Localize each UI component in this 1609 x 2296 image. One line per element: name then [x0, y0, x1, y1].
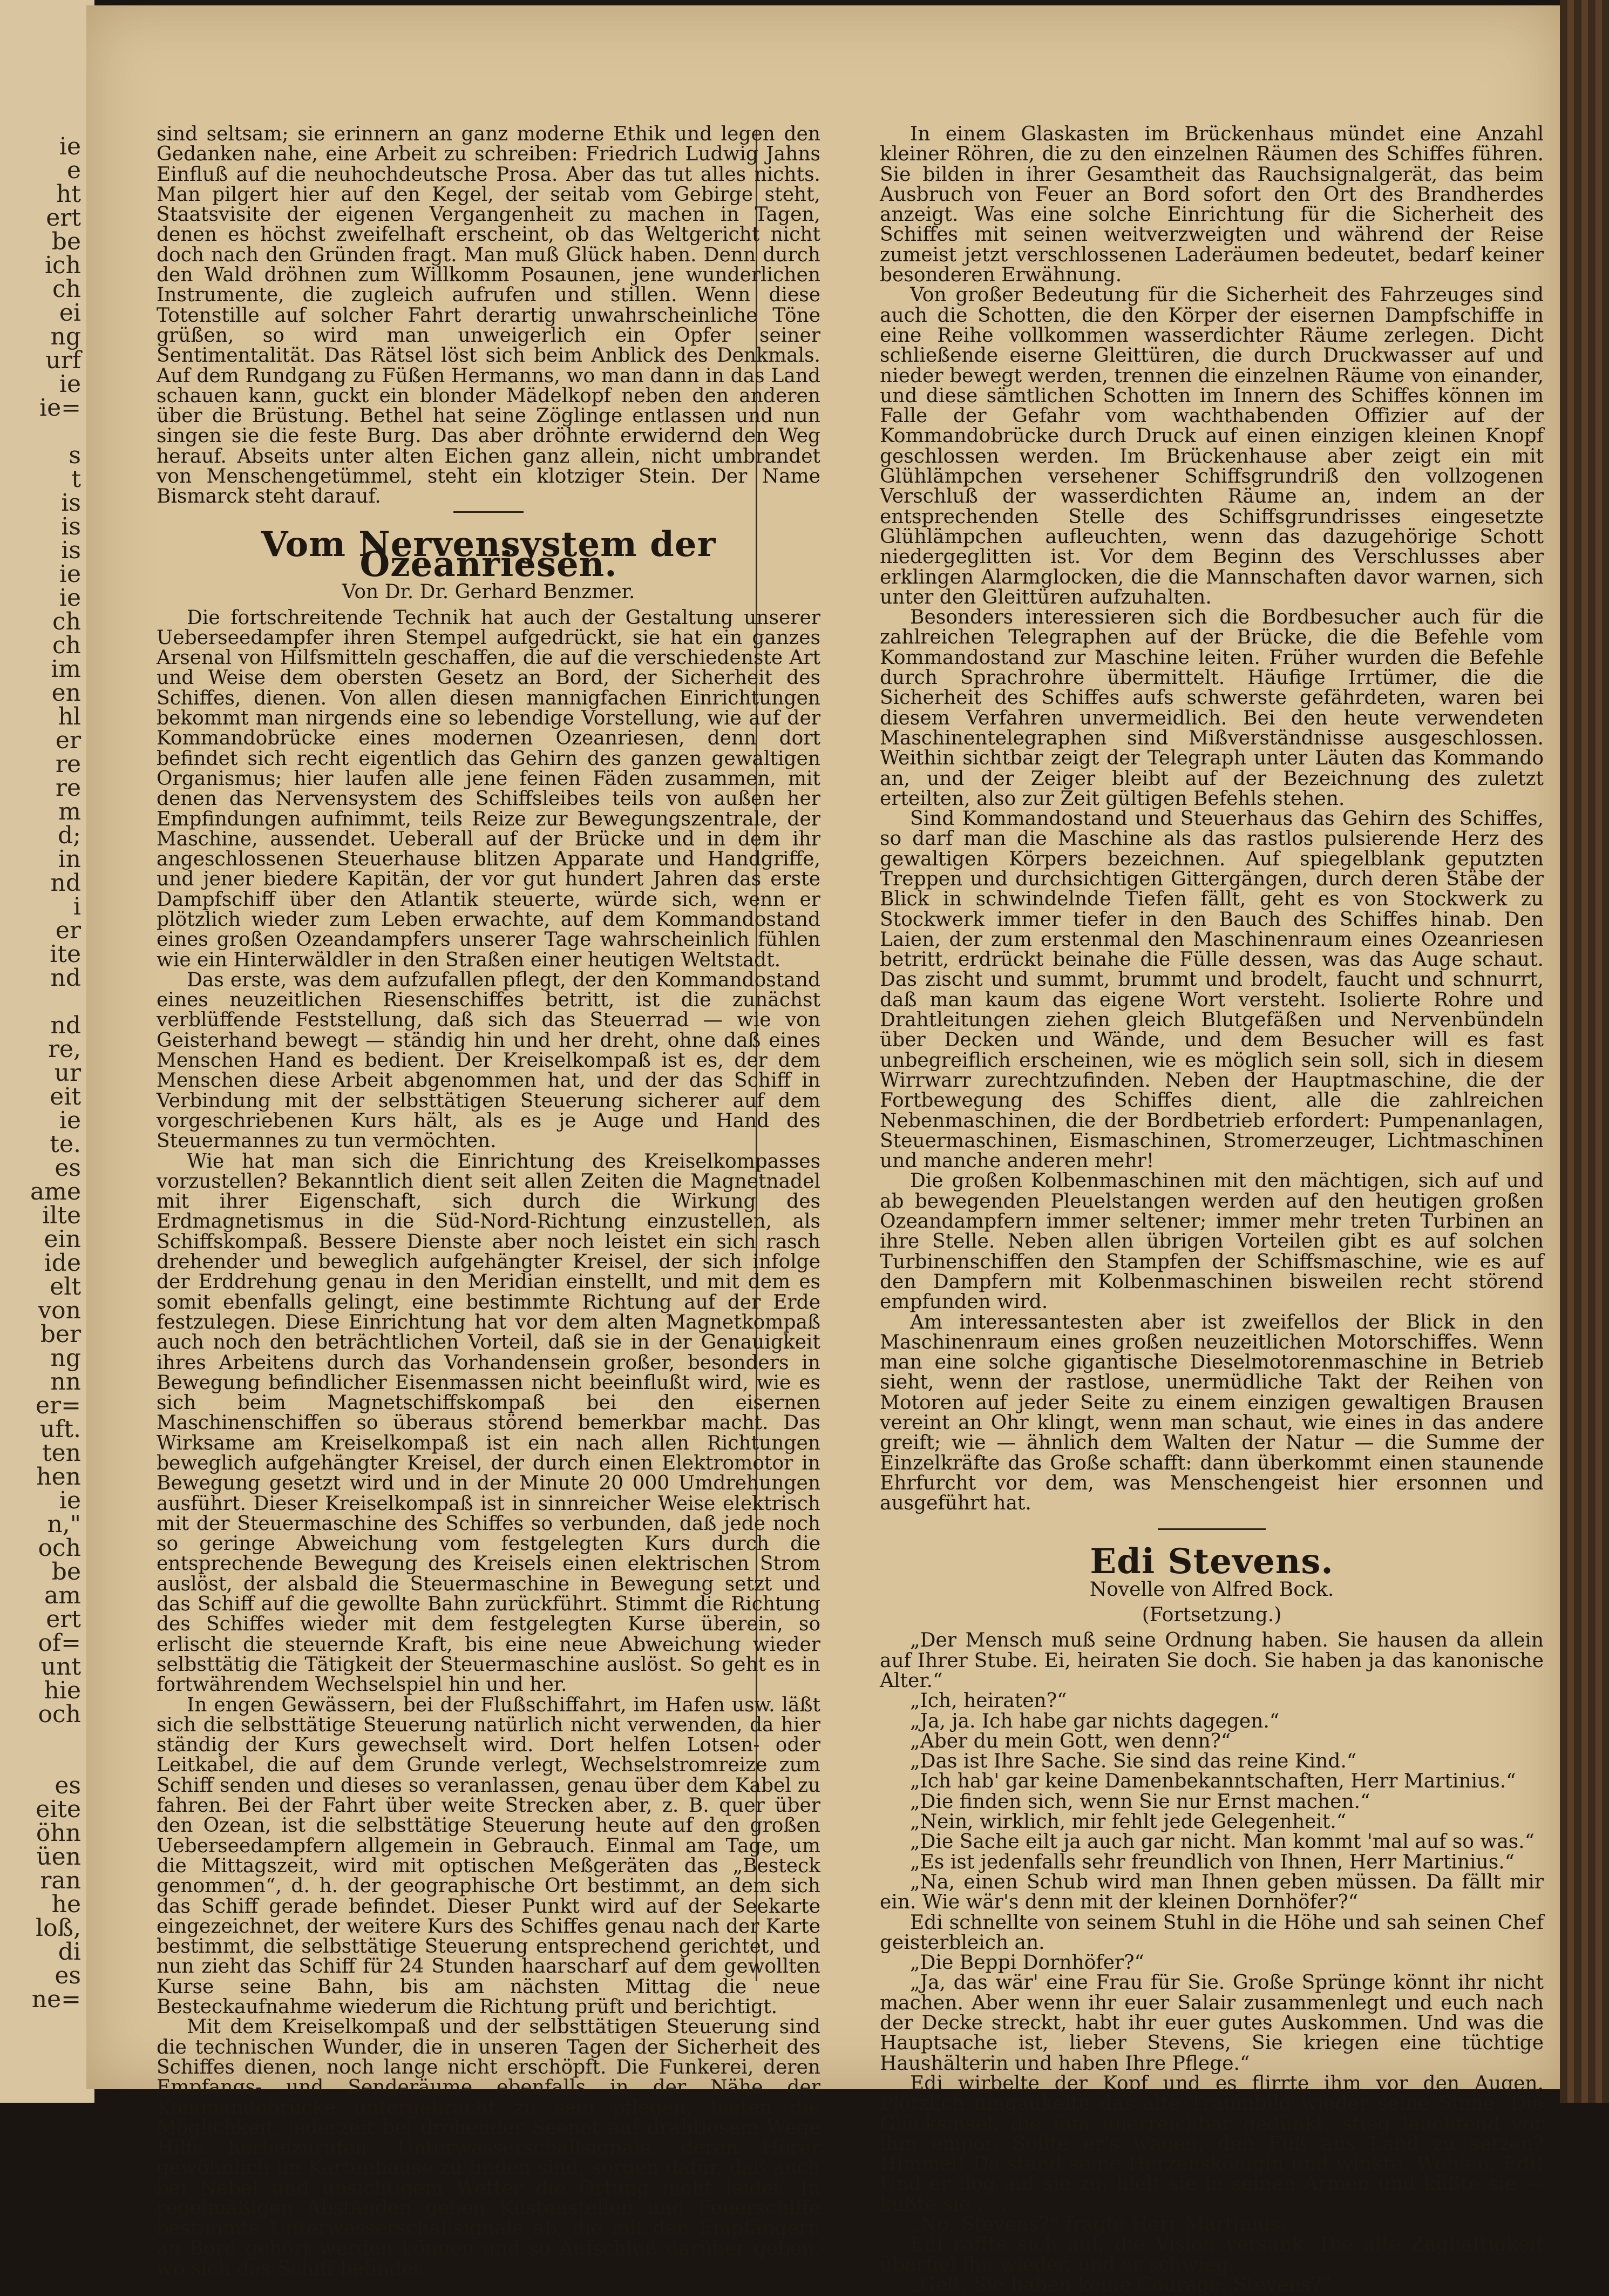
- margin-fragment: üen: [36, 1843, 81, 1871]
- margin-fragment: i: [73, 893, 81, 920]
- article-paragraph: Mit dem Kreiselkompaß und der selbsttätigen Steuerung sind die technischen Wunder, die in unseren Tagen der Sicherheit des Schiffes dienen, noch lange nicht erschöpft. Die Funkerei, deren Empfangs- und Senderäume ebenfalls in der Nähe der Kommandobrücke untergebracht zu sein pflegen, bieten die Möglichkeit, jederzeit bei drohender Seenot auf drahtlosem Wege Hilfe herbeizurufen. Unterwasserschallsignale, deren Hörer gewöhnlich im Kartenhause zu finden sind, sorgen dafür, daß auch bei Nebel und unsichtigem Wetter die Ortung nicht leidet. In regelmäßigen Abständen geben Küstenstellen und Feuerschiffe bestimmte Unterwasserschallsignale ab, die mit den Empfängern an Bord gehört werden können und so Aufschluß darüber geben, wo sich das Schiff befindet.: [157, 2016, 820, 2280]
- margin-fragment: of=: [38, 1629, 81, 1657]
- novella-headline: Edi Stevens.: [1090, 1541, 1334, 1582]
- facing-page-text-fragments: [0, 135, 86, 2024]
- margin-fragment: ame: [30, 1178, 81, 1205]
- novella-paragraph: „Die Beppi Dornhöfer?“: [910, 1952, 1144, 1974]
- margin-fragment: er=: [36, 1392, 81, 1419]
- margin-fragment: en: [51, 679, 81, 707]
- margin-fragment: is: [61, 513, 81, 540]
- margin-fragment: he: [51, 1891, 81, 1918]
- article-paragraph: In einem Glaskasten im Brückenhaus mündet eine Anzahl kleiner Röhren, die zu den einzelnen Räumen des Schiffes führen. Sie bilden in ihrer Gesamtheit das Rauchsignalgerät, das beim Ausbruch von Feuer an Bord sofort den Ort des Brandherdes anzeigt. Was eine solche Einrichtung für die Sicherheit des Schiffes mit seinen weitverzweigten und während der Reise zumeist jetzt verschlossenen Laderäumen bedeutet, bedarf keiner besonderen Erwähnung.: [880, 123, 1544, 287]
- margin-fragment: ur: [54, 1059, 81, 1087]
- margin-fragment: [0, 990, 86, 1014]
- margin-fragment: [0, 1726, 86, 1750]
- margin-fragment: ng: [50, 323, 81, 350]
- margin-fragment: re: [55, 750, 81, 778]
- margin-fragment: es: [55, 1962, 81, 1989]
- margin-fragment: m: [58, 798, 81, 825]
- margin-fragment: nd: [50, 869, 81, 897]
- margin-fragment: es: [55, 1154, 81, 1182]
- margin-fragment: eite: [36, 1796, 81, 1823]
- novella-paragraph: Edi schnellte von seinem Stuhl in die Höhe und sah seinen Chef geisterbleich an.: [880, 1911, 1544, 1954]
- book-binding-edge: [1560, 0, 1609, 2103]
- margin-fragment: am: [44, 1582, 81, 1609]
- margin-fragment: re: [55, 774, 81, 802]
- margin-fragment: ert: [46, 204, 81, 232]
- margin-fragment: ie: [59, 1107, 81, 1134]
- article-paragraph: Am interessantesten aber ist zweifellos der Blick in den Maschinenraum eines großen neuzeitlichen Motorschiffes. Wenn man eine solche gigantische Dieselmotorenmaschine in Betrieb sieht, wenn der rastlose, unermüdliche Takt der Reihen von Motoren auf jeder Seite zu einem einzigen gewaltigen Brausen vereint an Ohr klingt, wenn man schaut, wie eines in das andere greift; wie — ähnlich dem Walten der Natur — die Summe der Einzelkräfte das Große schafft: dann überkommt einen staunende Ehrfurcht vor dem, was Menschengeist hier ersonnen und ausgeführt hat.: [880, 1311, 1544, 1515]
- margin-fragment: er: [55, 727, 81, 754]
- novella-paragraph: „Ja, das wär' eine Frau für Sie. Große Sprünge könnt ihr nicht machen. Aber wenn ihr euer Salair zusammenlegt und euch nach der Decke streckt, habt ihr euer gutes Auskommen. Und was die Hauptsache ist, lieber Stevens, Sie kriegen eine tüchtige Haushälterin und haben Ihre Pflege.“: [880, 1972, 1544, 2075]
- article-paragraph: Die großen Kolbenmaschinen mit den mächtigen, sich auf und ab bewegenden Pleuelstangen werden auf den heutigen großen Ozeandampfern immer seltener; immer mehr treten Turbinen an ihre Stelle. Neben allen übrigen Vorteilen gibt es auf solchen Turbinenschiffen den Stampfen der Schiffsmaschine, wie es auf den Dampfern mit Kolbenmaschinen bisweilen recht störend empfunden wird.: [880, 1170, 1544, 1313]
- novella-body: [880, 1630, 1544, 2295]
- margin-fragment: t: [71, 465, 81, 493]
- margin-fragment: ch: [52, 275, 81, 303]
- margin-fragment: von: [38, 1297, 81, 1324]
- article-paragraph: Besonders interessieren sich die Bordbesucher auch für die zahlreichen Telegraphen auf der Brücke, die die Befehle vom Kommandostand zur Maschine leiten. Früher wurden die Befehle durch Sprachrohre übermittelt. Häufige Irrtümer, die die Sicherheit des Schiffes aufs schwerste gefährdeten, waren bei diesem Verfahren unvermeidlich. Bei den heute verwendeten Maschinentelegraphen sind Mißverständnisse ausgeschlossen. Weithin sichtbar zeigt der Telegraph unter Läuten das Kommando an, und der Zeiger bleibt auf der Bezeichnung des zuletzt erteilten, also zur Zeit gültigen Befehls stehen.: [880, 606, 1544, 810]
- margin-fragment: e: [66, 157, 81, 184]
- margin-fragment: er: [55, 917, 81, 944]
- margin-fragment: ein: [44, 1225, 81, 1253]
- novella-paragraph: Edi wirbelte der Kopf und es flirrte ihm vor den Augen. Plötzlich umgaukelte das alte Traumbild wieder seine Sinne. Die Glücksinsel, die ihm unerreichbar gedünkt, stieg leuchtend vor ihm empor. Sollte er's wagen, den Fuß ans Land zu setzen? Himmel! Da stand seine Herzenskönigin und winkte. Wohlan, Edi! Und er flog auf sie zu, hielt sie in seinen Armen und küßte sie — küßte sie . . .: [880, 2072, 1544, 2216]
- margin-fragment: ilte: [42, 1202, 81, 1229]
- margin-fragment: hen: [36, 1463, 81, 1491]
- novella-paragraph: „No, Stevens?“ fragte Herr Martinius.: [910, 2213, 1287, 2236]
- margin-fragment: loß,: [36, 1914, 81, 1942]
- margin-fragment: uft.: [39, 1415, 81, 1443]
- margin-fragment: is: [61, 489, 81, 517]
- novella-paragraph: „Na, einen Schub wird man Ihnen geben müssen. Da fällt mir ein. Wie wär's denn mit der kleinen Dornhöfer?“: [880, 1871, 1544, 1914]
- margin-fragment: ie: [59, 135, 81, 160]
- margin-fragment: ie: [59, 1487, 81, 1514]
- margin-fragment: [0, 420, 86, 444]
- article-paragraph: Das erste, was dem aufzufallen pflegt, der den Kommandostand eines neuzeitlichen Riesenschiffes betritt, ist die zunächst verblüffende Feststellung, daß sich das Steuerrad — wie von Geisterhand bewegt — ständig hin und her dreht, ohne daß eines Menschen Hand es bedient. Der Kreiselkompaß ist es, der dem Menschen diese Arbeit abgenommen hat, und der das Schiff in Verbindung mit der selbsttätigen Steuerung sicherer auf dem vorgeschriebenen Kurs hält, als es je Auge und Hand des Steuermannes zu tun vermöchten.: [157, 968, 820, 1153]
- novella-byline: Novelle von Alfred Bock.: [1089, 1578, 1334, 1601]
- margin-fragment: ch: [52, 608, 81, 635]
- novella-paragraph: „Aber du mein Gott, wen denn?“: [910, 1730, 1231, 1752]
- novella-paragraph: „Gelt, Sie haben keine Courage, Stevens?“: [910, 2273, 1332, 2296]
- margin-fragment: elt: [50, 1273, 81, 1301]
- margin-fragment: ie: [59, 584, 81, 612]
- margin-fragment: te.: [50, 1130, 81, 1158]
- margin-fragment: ber: [40, 1320, 81, 1348]
- margin-fragment: nd: [50, 964, 81, 992]
- margin-fragment: be: [51, 1558, 81, 1586]
- margin-fragment: ide: [44, 1249, 81, 1277]
- right-column: [880, 124, 1544, 2295]
- margin-fragment: ich: [44, 252, 81, 279]
- margin-fragment: urf: [45, 347, 81, 374]
- margin-fragment: nd: [50, 1012, 81, 1039]
- article-paragraph: Von großer Bedeutung für die Sicherheit des Fahrzeuges sind auch die Schotten, die den Körper der eisernen Dampfschiffe in eine Reihe vollkommen wasserdichter Räume zerlegen. Dicht schließende eiserne Gleittüren, die durch Druckwasser auf und nieder bewegt werden, trennen die einzelnen Räume von einander, und diese sämtlichen Schotten im Innern des Schiffes können im Falle der Gefahr vom wachthabenden Offizier auf der Kommandobrücke durch Druck auf einen einzigen kleinen Knopf geschlossen werden. Im Brückenhause aber zeigt ein mit Glühlämpchen versehener Schiffsgrundriß den vollzogenen Verschluß der wasserdichten Räume an, indem an der entsprechenden Stelle des Schiffsgrundrisses eingesetzte Glühlämpchen aufleuchten, wenn das dazugehörige Schott niedergeglitten ist. Vor dem Beginn des Verschlusses aber erklingen Alarmglocken, die die Mannschaften davor warnen, sich unter den Gleittüren aufzuhalten.: [880, 284, 1544, 608]
- novella-paragraph: „Die Sache eilt ja auch gar nicht. Man kommt 'mal auf so was.“: [910, 1831, 1535, 1853]
- margin-fragment: ht: [56, 180, 81, 208]
- margin-fragment: hie: [44, 1677, 81, 1704]
- margin-fragment: is: [61, 537, 81, 564]
- margin-fragment: d;: [58, 822, 81, 849]
- margin-fragment: es: [55, 1772, 81, 1799]
- margin-fragment: eit: [50, 1083, 81, 1110]
- novella-paragraph: „Ich, heiraten?“: [910, 1690, 1067, 1712]
- margin-fragment: ne=: [31, 1986, 81, 2013]
- novella-paragraph: „Der Mensch muß seine Ordnung haben. Sie hausen da allein auf Ihrer Stube. Ei, heiraten Sie doch. Sie haben ja das kanonische Alter.“: [880, 1629, 1544, 1692]
- margin-fragment: ten: [42, 1439, 81, 1467]
- margin-fragment: ie: [59, 560, 81, 588]
- novella-paragraph: „Ich hab' gar keine Damenbekanntschaften, Herr Martinius.“: [910, 1770, 1516, 1793]
- article-byline: Von Dr. Dr. Gerhard Benzmer.: [342, 581, 635, 604]
- margin-fragment: be: [51, 228, 81, 255]
- novella-paragraph: „Das ist Ihre Sache. Sie sind das reine Kind.“: [910, 1750, 1357, 1773]
- margin-fragment: in: [58, 845, 81, 873]
- article-paragraph: Die fortschreitende Technik hat auch der Gestaltung unserer Ueberseedampfer ihren Stempel aufgedrückt, sie hat ein ganzes Arsenal von Hilfsmitteln geschaffen, die auf die verschiedenste Art und Weise dem obersten Gesetz an Bord, der Sicherheit des Schiffes, dienen. Von allen diesen mannigfachen Einrichtungen bekommt man nirgends eine so lebendige Vorstellung, wie auf der Kommandobrücke eines modernen Ozeanriesen, denn dort befindet sich recht eigentlich das Gehirn des ganzen gewaltigen Organismus; hier laufen alle jene feinen Fäden zusammen, mit denen das Nervensystem des Schiffsleibes teils von außen her Empfindungen aufnimmt, teils Reize zur Bewegungszentrale, der Maschine, aussendet. Ueberall auf der Brücke und in dem ihr angeschlossenen Steuerhause blitzen Apparate und Handgriffe, und jener biedere Kapitän, der vor gut hundert Jahren das erste Dampfschiff über den Atlantik steuerte, würde sich, wenn er plötzlich wieder zum Leben erwachte, auf dem Kommandostand eines großen Ozeandampfers unserer Tage wahrscheinlich fühlen wie ein Hinterwäldler in den Straßen einer heutigen Weltstadt.: [157, 606, 820, 971]
- margin-fragment: ie=: [39, 394, 81, 422]
- novella-paragraph: „Es ist jedenfalls sehr freundlich von Ihnen, Herr Martinius.“: [910, 1851, 1515, 1873]
- article-paragraph: In engen Gewässern, bei der Flußschiffahrt, im Hafen usw. läßt sich die selbsttätige Steuerung natürlich nicht verwenden, da hier ständig der Kurs gewechselt wird. Dort helfen Lotsen- oder Leitkabel, die auf dem Grunde verlegt, Wechselstromreize zum Schiff senden und dieses so veranlassen, genau über dem Kabel zu fahren. Bei der Fahrt über weite Strecken aber, z. B. quer über den Ozean, ist die selbsttätige Steuerung heute auf den großen Ueberseedampfern allgemein in Gebrauch. Einmal am Tage, um die Mittagszeit, wird mit optischen Meßgeräten das „Besteck genommen“, d. h. der geographische Ort bestimmt, an dem sich das Schiff gerade befindet. Dieser Punkt wird auf der Seekarte eingezeichnet, der weitere Kurs des Schiffes genau nach der Karte bestimmt, die selbsttätige Steuerung entsprechend gerichtet, und nun zieht das Schiff für 24 Stunden haarscharf auf dem gewollten Kurse seine Bahn, bis am nächsten Mittag die neue Besteckaufnahme wiederum die Richtung prüft und berichtigt.: [157, 1694, 820, 2019]
- left-column: [157, 124, 820, 2279]
- continuation-note: (Fortsetzung.): [1142, 1604, 1282, 1627]
- margin-fragment: re,: [47, 1035, 81, 1063]
- section-divider: [453, 511, 524, 513]
- novella-paragraph: „Die finden sich, wenn Sie nur Ernst machen.“: [910, 1790, 1370, 1813]
- novella-paragraph: „Nein, wirklich, mir fehlt jede Gelegenheit.“: [910, 1811, 1347, 1833]
- margin-fragment: ert: [46, 1606, 81, 1633]
- margin-fragment: [0, 1750, 86, 1774]
- margin-fragment: ch: [52, 632, 81, 659]
- section-divider: [1158, 1528, 1266, 1530]
- facing-page: [0, 0, 94, 2103]
- margin-fragment: och: [38, 1534, 81, 1562]
- article-paragraph: Wie hat man sich die Einrichtung des Kreiselkompasses vorzustellen? Bekanntlich dient seit allen Zeiten die Magnetnadel mit ihrer Eigenschaft, sich durch die Wirkung des Erdmagnetismus in die Süd-Nord-Richtung einzustellen, als Schiffskompaß. Bessere Dienste aber noch leistet ein sich rasch drehender und beweglich aufgehängter Kreisel, der sich infolge der Erddrehung genau in den Meridian einstellt, und mit dem es somit ebenfalls gelingt, eine bestimmte Richtung auf der Erde festzulegen. Diese Einrichtung hat vor dem alten Magnetkompaß auch noch den beträchtlichen Vorteil, daß sie in der Genauigkeit ihres Arbeitens durch das Vorhandensein großer, besonders in Bewegung befindlicher Eisenmassen nicht beeinflußt wird, wie es sich beim Magnetschiffskompaß bei den eisernen Maschinenschiffen so überaus störend bemerkbar macht. Das Wirksame am Kreiselkompaß ist ein nach allen Richtungen beweglich aufgehängter Kreisel, der durch einen Elektromotor in Bewegung gesetzt wird und in der Minute 20 000 Umdrehungen ausführt. Dieser Kreiselkompaß ist in sinnreicher Weise elektrisch mit der Steuermaschine des Schiffes so verbunden, daß jede noch so geringe Abweichung vom festgelegten Kurs durch die entsprechende Bewegung des Kreisels einen elektrischen Strom auslöst, der alsbald die Steuermaschine in Bewegung setzt und das Schiff auf die gewollte Bahn zurückführt. Stimmt die Richtung des Schiffes wieder mit dem festgelegten Kurse überein, so erlischt die steuernde Kraft, bis eine neue Abweichung wieder selbsttätig die Tätigkeit der Steuermaschine auslöst. So geht es in fortwährendem Wechselspiel hin und her.: [157, 1150, 820, 1696]
- intro-paragraph: sind seltsam; sie erinnern an ganz moderne Ethik und legen den Gedanken nahe, eine Arbeit zu schreiben: Friedrich Ludwig Jahns Einfluß auf die neuhochdeutsche Prosa. Aber das tut alles nichts. Man pilgert hier auf den Kegel, der seitab vom Gebirge steht, Staatsvisite der eigenen Vergangenheit zu machen in Tagen, denen es höchst zweifelhaft erscheint, ob das Weltgericht nicht doch nach den Gründen fragt. Man muß Glück haben. Denn durch den Wald dröhnen zum Willkomm Posaunen, jene wunderlichen Instrumente, die zugleich aufrufen und stillen. Wenn diese Totenstille auf solcher Fahrt derartig unwahrscheinliche Töne grüßen, so wird man unweigerlich ein Opfer seiner Sentimentalität. Das Rätsel löst sich beim Anblick des Denkmals. Auf dem Rundgang zu Füßen Hermanns, wo man dann in das Land schauen kann, guckt ein blonder Mädelkopf neben den anderen über die Brüstung. Bethel hat seine Zöglinge entlassen und nun singen sie die feste Burg. Das aber dröhnte erwidernd den Weg herauf. Abseits unter alten Eichen ganz allein, nicht umbrandet von Menschengetümmel, steht ein klotziger Stein. Der Name Bismarck steht darauf.: [157, 123, 820, 508]
- margin-fragment: nn: [50, 1368, 81, 1396]
- novella-paragraph: Edi raffte sich auf, die Vision versank. Die alte Zaghaftigkeit überfiel ihn wieder, und er schwieg.: [880, 2233, 1544, 2276]
- margin-fragment: ei: [59, 299, 81, 327]
- margin-fragment: ite: [50, 940, 81, 968]
- margin-fragment: ran: [40, 1867, 81, 1894]
- novella-paragraph: „Ja, ja. Ich habe gar nichts dagegen.“: [910, 1710, 1280, 1732]
- margin-fragment: ie: [59, 370, 81, 398]
- margin-fragment: unt: [40, 1653, 81, 1681]
- margin-fragment: och: [38, 1701, 81, 1728]
- margin-fragment: ng: [50, 1344, 81, 1372]
- margin-fragment: n,": [47, 1511, 81, 1538]
- margin-fragment: im: [51, 655, 81, 683]
- margin-fragment: hl: [58, 703, 81, 730]
- margin-fragment: di: [58, 1938, 81, 1966]
- article-paragraph: Sind Kommandostand und Steuerhaus das Gehirn des Schiffes, so darf man die Maschine als das rastlos pulsierende Herz des gewaltigen Körpers bezeichnen. Auf spiegelblank geputzten Treppen und durchsichtigen Gittergängen, durch deren Stäbe der Blick in schwindelnde Tiefen fällt, geht es von Stockwerk zu Stockwerk immer tiefer in den Bauch des Schiffes hinab. Den Laien, der zum erstenmal den Maschinenraum eines Ozeanriesen betritt, erdrückt beinahe die Fülle dessen, was das Auge schaut. Das zischt und summt, brummt und brodelt, faucht und schnurrt, daß man kaum das eigene Wort versteht. Isolierte Rohre und Drahtleitungen ziehen gleich Blutgefäßen und Nervenbündeln über Decken und Wände, und dem Besucher will es fast unbegreiflich erscheinen, wie es möglich sein soll, sich in diesem Wirrwarr zurechtzufinden. Neben der Hauptmaschine, die der Fortbewegung des Schiffes dient, alle die zahlreichen Nebenmaschinen, die der Bordbetrieb erfordert: Pumpenanlagen, Steuermaschinen, Eismaschinen, Stromerzeuger, Lichtmaschinen und manche anderen mehr!: [880, 808, 1544, 1173]
- margin-fragment: öhn: [36, 1819, 81, 1847]
- article-headline: Vom Nervensystem der Ozeanriesen.: [261, 524, 716, 585]
- margin-fragment: s: [69, 442, 81, 469]
